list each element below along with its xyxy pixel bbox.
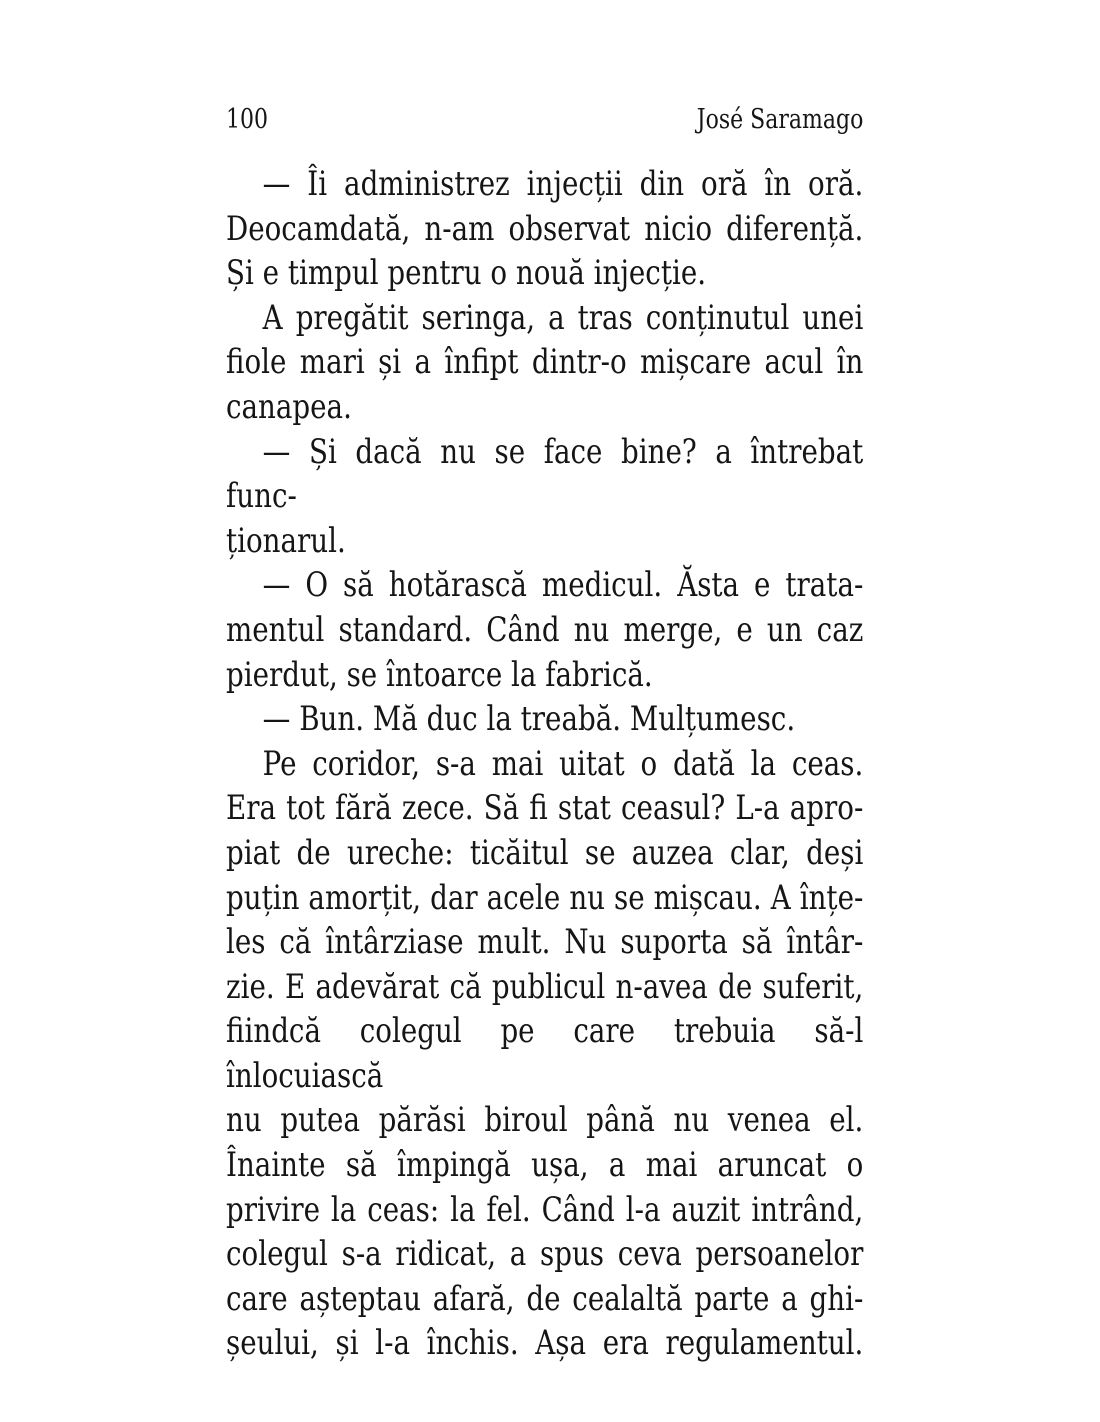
text-line: nu putea părăsi biroul până nu venea el. — [226, 1100, 864, 1141]
page-body — [226, 162, 863, 1366]
text-line: colegul s-a ridicat, a spus ceva persoanelor — [226, 1234, 864, 1275]
text-line: Era tot fără zece. Să fi stat ceasul? L-a apro- — [226, 788, 864, 829]
text-line: canapea. — [226, 386, 352, 427]
text-line: care așteptau afară, de cealaltă parte a ghi- — [226, 1278, 864, 1319]
text-line: mentul standard. Când nu merge, e un caz — [226, 609, 864, 650]
text-line: Și e timpul pentru o nouă injecție. — [226, 253, 707, 294]
page-header — [226, 103, 863, 137]
text-line: — O să hotărască medicul. Ăsta e trata- — [262, 565, 864, 606]
text-line: privire la ceas: la fel. Când l-a auzit intrând, — [226, 1189, 864, 1230]
text-line: zie. E adevărat că publicul n-avea de suferit, — [226, 966, 864, 1007]
text-line: pierdut, se întoarce la fabrică. — [226, 654, 653, 695]
text-line: fiindcă colegul pe care trebuia să-l înlocuiască — [226, 1011, 864, 1096]
text-line: fiole mari și a înfipt dintr-o mișcare acul în — [226, 342, 864, 383]
page-number: 100 — [226, 104, 269, 135]
text-line: — Bun. Mă duc la treabă. Mulțumesc. — [262, 699, 796, 740]
text-line: Deocamdată, n-am observat nicio diferență. — [226, 208, 864, 249]
page-content — [226, 103, 863, 1366]
text-line: puțin amorțit, dar acele nu se mișcau. A înțe- — [226, 877, 864, 918]
text-line: Înainte să împingă ușa, a mai aruncat o — [226, 1145, 864, 1186]
text-line: șeului, și l-a închis. Așa era regulamentul. — [226, 1323, 864, 1364]
text-line: les că întârziase mult. Nu suporta să întâr- — [226, 922, 864, 963]
text-line: Pe coridor, s-a mai uitat o dată la ceas. — [262, 743, 864, 784]
text-line: piat de ureche: ticăitul se auzea clar, deși — [226, 832, 864, 873]
text-line: A pregătit seringa, a tras conținutul unei — [262, 297, 864, 338]
running-header-title: José Saramago — [696, 104, 864, 135]
text-line: ționarul. — [226, 520, 346, 561]
text-line: — Și dacă nu se face bine? a întrebat func- — [226, 431, 864, 517]
text-line: — Îi administrez injecții din oră în oră. — [262, 164, 864, 204]
